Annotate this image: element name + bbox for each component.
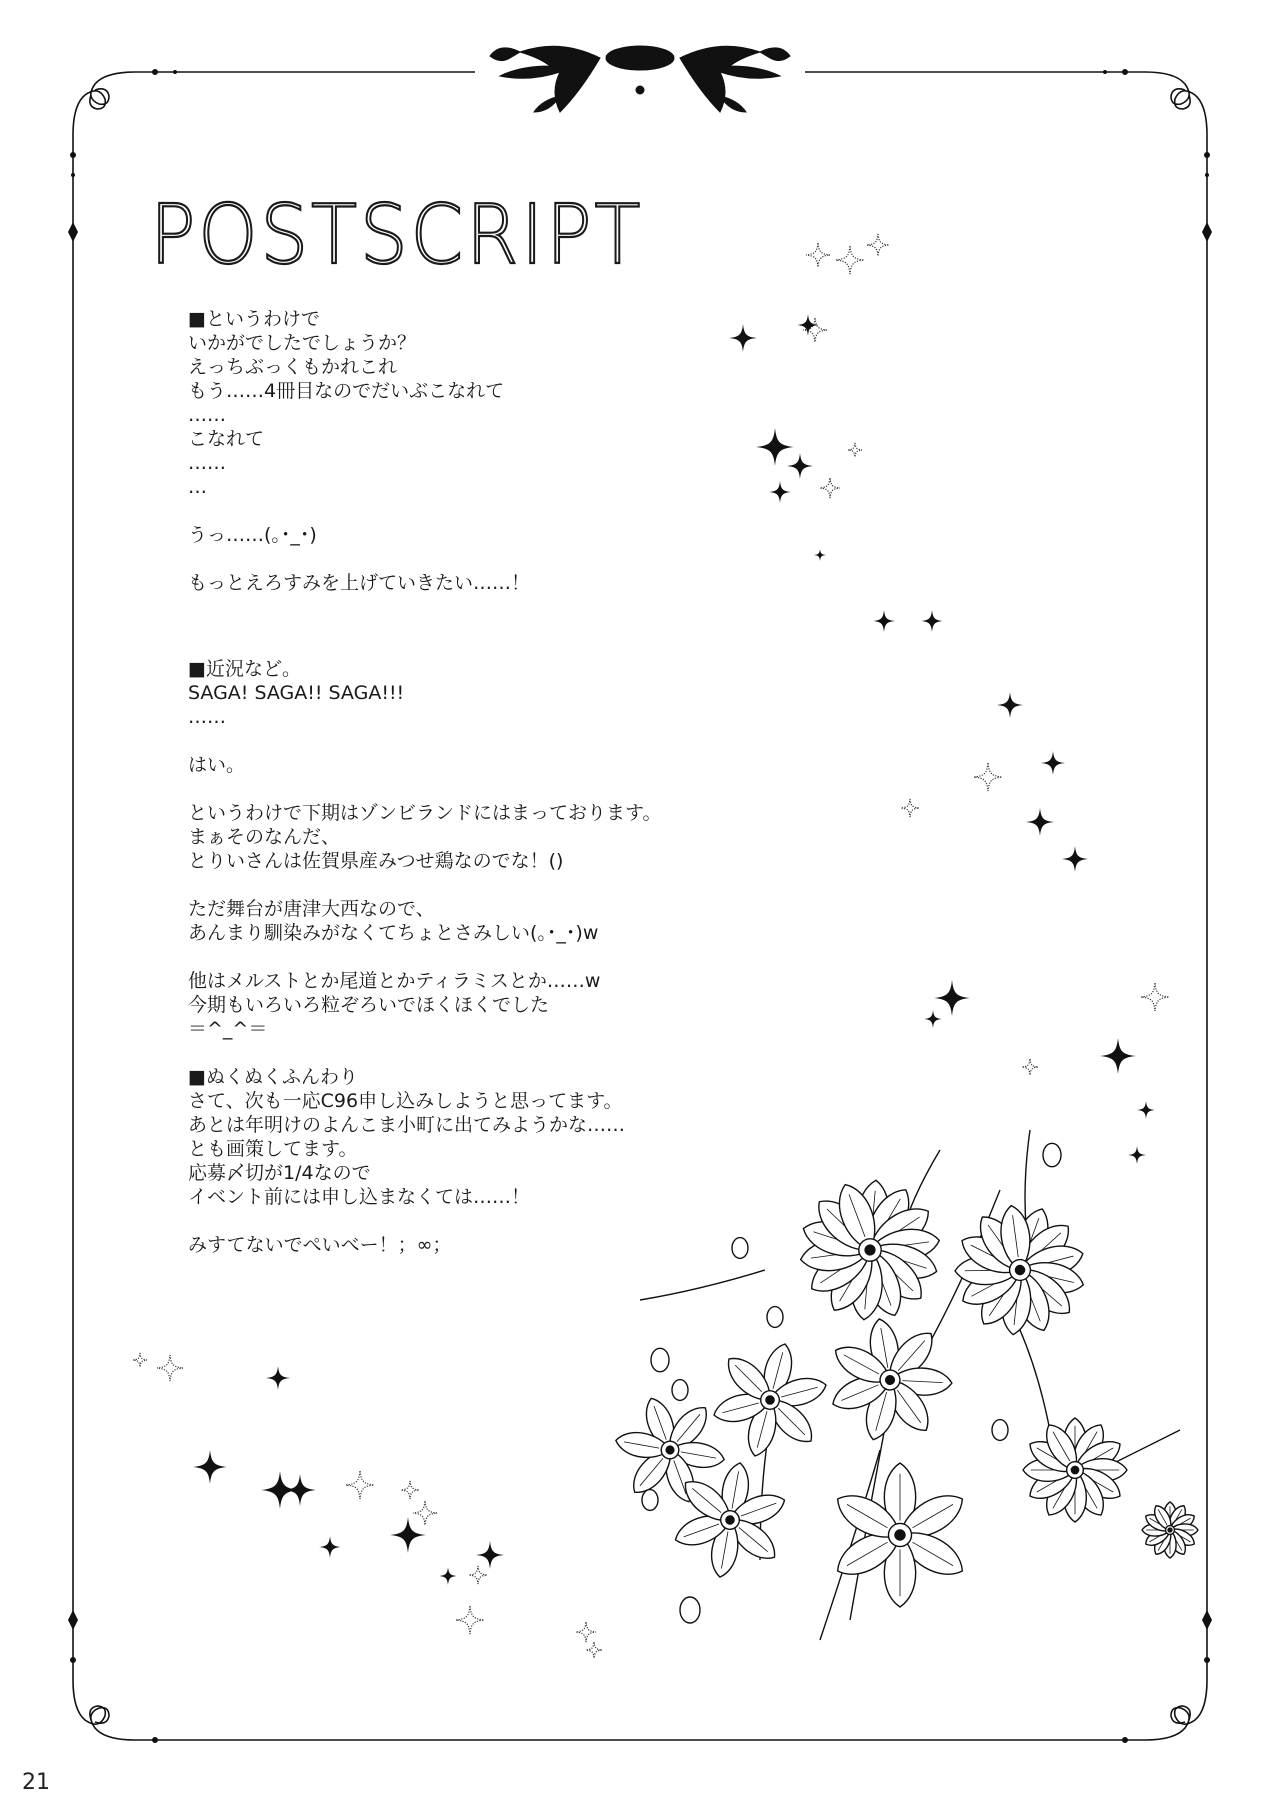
flower-bud (767, 1307, 783, 1328)
text-line: まぁそのなんだ、 (188, 826, 341, 848)
text-line: イベント前には申し込まなくては……！ (188, 1186, 531, 1208)
sparkle-icon (439, 1567, 457, 1585)
dotted-sparkle-icon (401, 1481, 419, 1499)
text-line: SAGA! SAGA!! SAGA!!! (188, 682, 405, 704)
text-line: もう……4冊目なのでだいぶこなれて (188, 380, 505, 402)
dotted-sparkle-icon (469, 1566, 487, 1584)
sparkle-icon (319, 1536, 341, 1558)
sparkle-icon (266, 1366, 290, 1390)
sparkle-icon (1062, 846, 1088, 872)
dotted-sparkle-icon (1022, 1059, 1038, 1075)
flower-bud (992, 1420, 1008, 1441)
dotted-sparkle-icon (157, 1355, 183, 1381)
flower-bud (672, 1380, 688, 1401)
dotted-sparkle-icon (836, 246, 864, 274)
text-line: ■近況など。 (188, 658, 301, 680)
dotted-sparkle-icon (456, 1606, 484, 1634)
sparkle-icon (390, 1517, 426, 1553)
sparkle-icon (756, 428, 794, 466)
sparkle-icon (921, 610, 943, 632)
text-line: ■というわけで (188, 308, 320, 330)
sparkle-icon (934, 980, 970, 1016)
flower-bud (642, 1490, 658, 1511)
text-line: 今期もいろいろ粒ぞろいでほくほくでした (188, 994, 550, 1016)
text-line: こなれて (188, 428, 265, 450)
sparkle-icon (284, 1474, 316, 1506)
text-line: ■ぬくぬくふんわり (188, 1066, 358, 1088)
flower-illustration (601, 1130, 1198, 1640)
sparkle-icon (729, 324, 757, 352)
dotted-sparkle-icon (901, 799, 919, 817)
sparkle-icon (193, 1450, 227, 1484)
flower (793, 1174, 948, 1326)
text-line: … (188, 476, 207, 498)
text-line: というわけで下期はゾンビランドにはまっております。 (188, 802, 662, 824)
dotted-sparkle-icon (848, 443, 862, 457)
text-line: …… (188, 404, 226, 426)
dotted-sparkle-icon (820, 478, 840, 498)
sparkle-icon (476, 1541, 504, 1569)
dotted-sparkle-icon (1141, 983, 1169, 1011)
text-line: …… (188, 706, 226, 728)
sparkle-icon (1128, 1146, 1146, 1164)
text-line: 応募〆切が1/4なので (188, 1162, 371, 1184)
flower-bud (1043, 1143, 1061, 1166)
sparkle-icon (1041, 751, 1065, 775)
text-line: ただ舞台が唐津大西なので、 (188, 898, 435, 920)
sparkle-icon (1100, 1038, 1136, 1074)
text-line: とりいさんは佐賀県産みつせ鶏なのでな！() (188, 850, 564, 872)
sparkle-icon (924, 1010, 942, 1028)
flower-bud (680, 1597, 700, 1623)
sparkle-icon (1026, 808, 1054, 836)
sparkle-icon (873, 610, 895, 632)
text-line: さて、次も一応C96申し込みしようと思ってます。 (188, 1090, 623, 1112)
flower (1142, 1502, 1198, 1558)
flower-bud (732, 1238, 748, 1259)
sparkle-icon (997, 692, 1023, 718)
dotted-sparkle-icon (867, 234, 889, 256)
sparkle-icon (787, 453, 813, 479)
text-line: …… (188, 452, 226, 474)
text-line: とも画策してます。 (188, 1138, 358, 1160)
dotted-sparkle-icon (586, 1642, 602, 1658)
sparkle-icon (814, 549, 826, 561)
dotted-sparkle-icon (576, 1622, 596, 1642)
dotted-sparkle-icon (806, 243, 830, 267)
text-line: もっとえろすみを上げていきたい……！ (188, 572, 531, 594)
text-line: ＝^_^＝ (188, 1018, 268, 1040)
flower-stem (640, 1270, 765, 1300)
dotted-sparkle-icon (413, 1501, 437, 1525)
text-line: うっ……(｡･_･) (188, 524, 317, 546)
flower (817, 1308, 963, 1452)
text-line: はい。 (188, 754, 246, 776)
text-line: みすてないでぺいべー！；∞； (188, 1234, 452, 1256)
text-line: あとは年明けのよんこま小町に出てみようかな…… (188, 1114, 626, 1136)
flower (935, 1186, 1104, 1355)
flower (830, 1463, 970, 1607)
flower (1023, 1418, 1127, 1522)
flower-bud (651, 1348, 669, 1371)
text-line: いかがでしたでしょうか？ (188, 332, 417, 354)
text-line: えっちぶっくもかれこれ (188, 356, 398, 378)
flower (700, 1329, 839, 1470)
page-number: 21 (22, 1770, 50, 1795)
text-line: 他はメルストとか尾道とかティラミスとか……w (188, 970, 601, 992)
page-title-text: POSTSCRIPT (150, 188, 644, 283)
dotted-sparkle-icon (133, 1353, 147, 1367)
text-line: あんまり馴染みがなくてちょとさみしい(｡･_･)w (188, 922, 599, 944)
sparkle-icon (1137, 1101, 1155, 1119)
dotted-sparkle-icon (346, 1471, 374, 1499)
dotted-sparkle-icon (974, 763, 1002, 791)
sparkle-icon (769, 481, 791, 503)
sparkle-icon (797, 314, 819, 336)
